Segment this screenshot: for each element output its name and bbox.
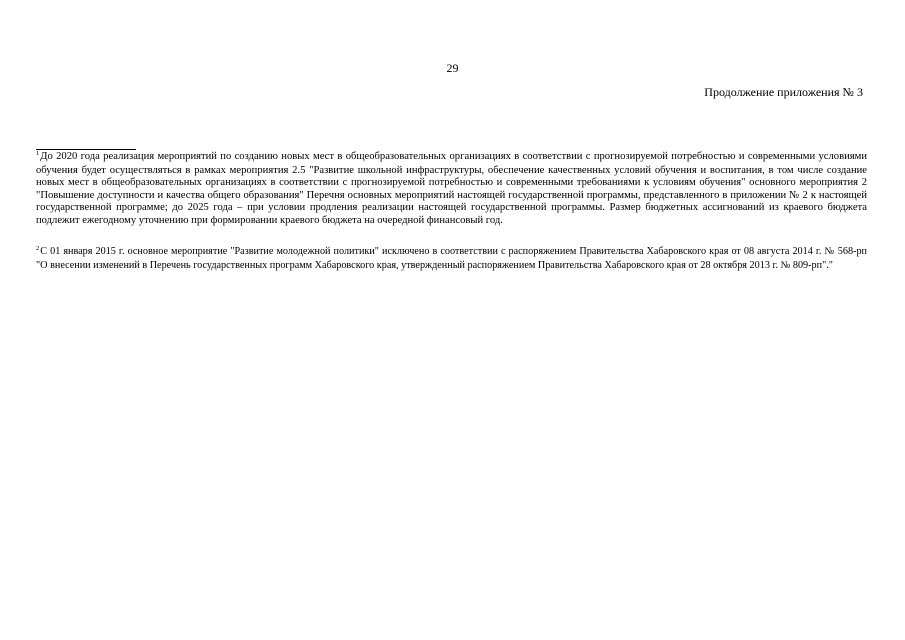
appendix-continuation-label: Продолжение приложения № 3 <box>704 85 863 99</box>
footnote-separator <box>36 149 136 150</box>
footnote-2 <box>36 246 867 272</box>
footnote-1-marker: 1 <box>36 150 40 157</box>
footnote-2-marker: 2 <box>36 245 40 252</box>
footnote-2-text: С 01 января 2015 г. основное мероприятие "Развитие молодежной политики" исключено в соответствии с распоряжением Правительства Хабаровского края от 08 августа 2014 г. № 568-рп "О внесении изменений в Перечень государственных программ Хабаровского края, утвержденный распоряжением Правительства Хабаровского края от 28 октября 2013 г. № 809-рп"." <box>36 246 867 271</box>
page-number: 29 <box>446 61 459 75</box>
footnote-1-text: До 2020 года реализация мероприятий по созданию новых мест в общеобразовательных организациях в соответствии с прогнозируемой потребностью и современными условиями обучения будет осуществляться в рамках мероприятия 2.5 "Развитие школьной инфраструктуры, обеспечение качественных условий обучения и воспитания, в том числе создание новых мест в общеобразовательных организациях в соответствии с прогнозируемой потребностью и современными требованиями к условиям обучения" основного мероприятия 2 "Повышение доступности и качества общего образования" Перечня основных мероприятий настоящей государственной программы, представленного в приложении № 2 к настоящей государственной программе; до 2025 года – при условии продления реализации настоящей государственной программы. Размер бюджетных ассигнований из краевого бюджета подлежит ежегодному уточнению при формировании краевого бюджета на очередной финансовый год. <box>36 151 867 226</box>
footnote-1 <box>36 151 867 227</box>
